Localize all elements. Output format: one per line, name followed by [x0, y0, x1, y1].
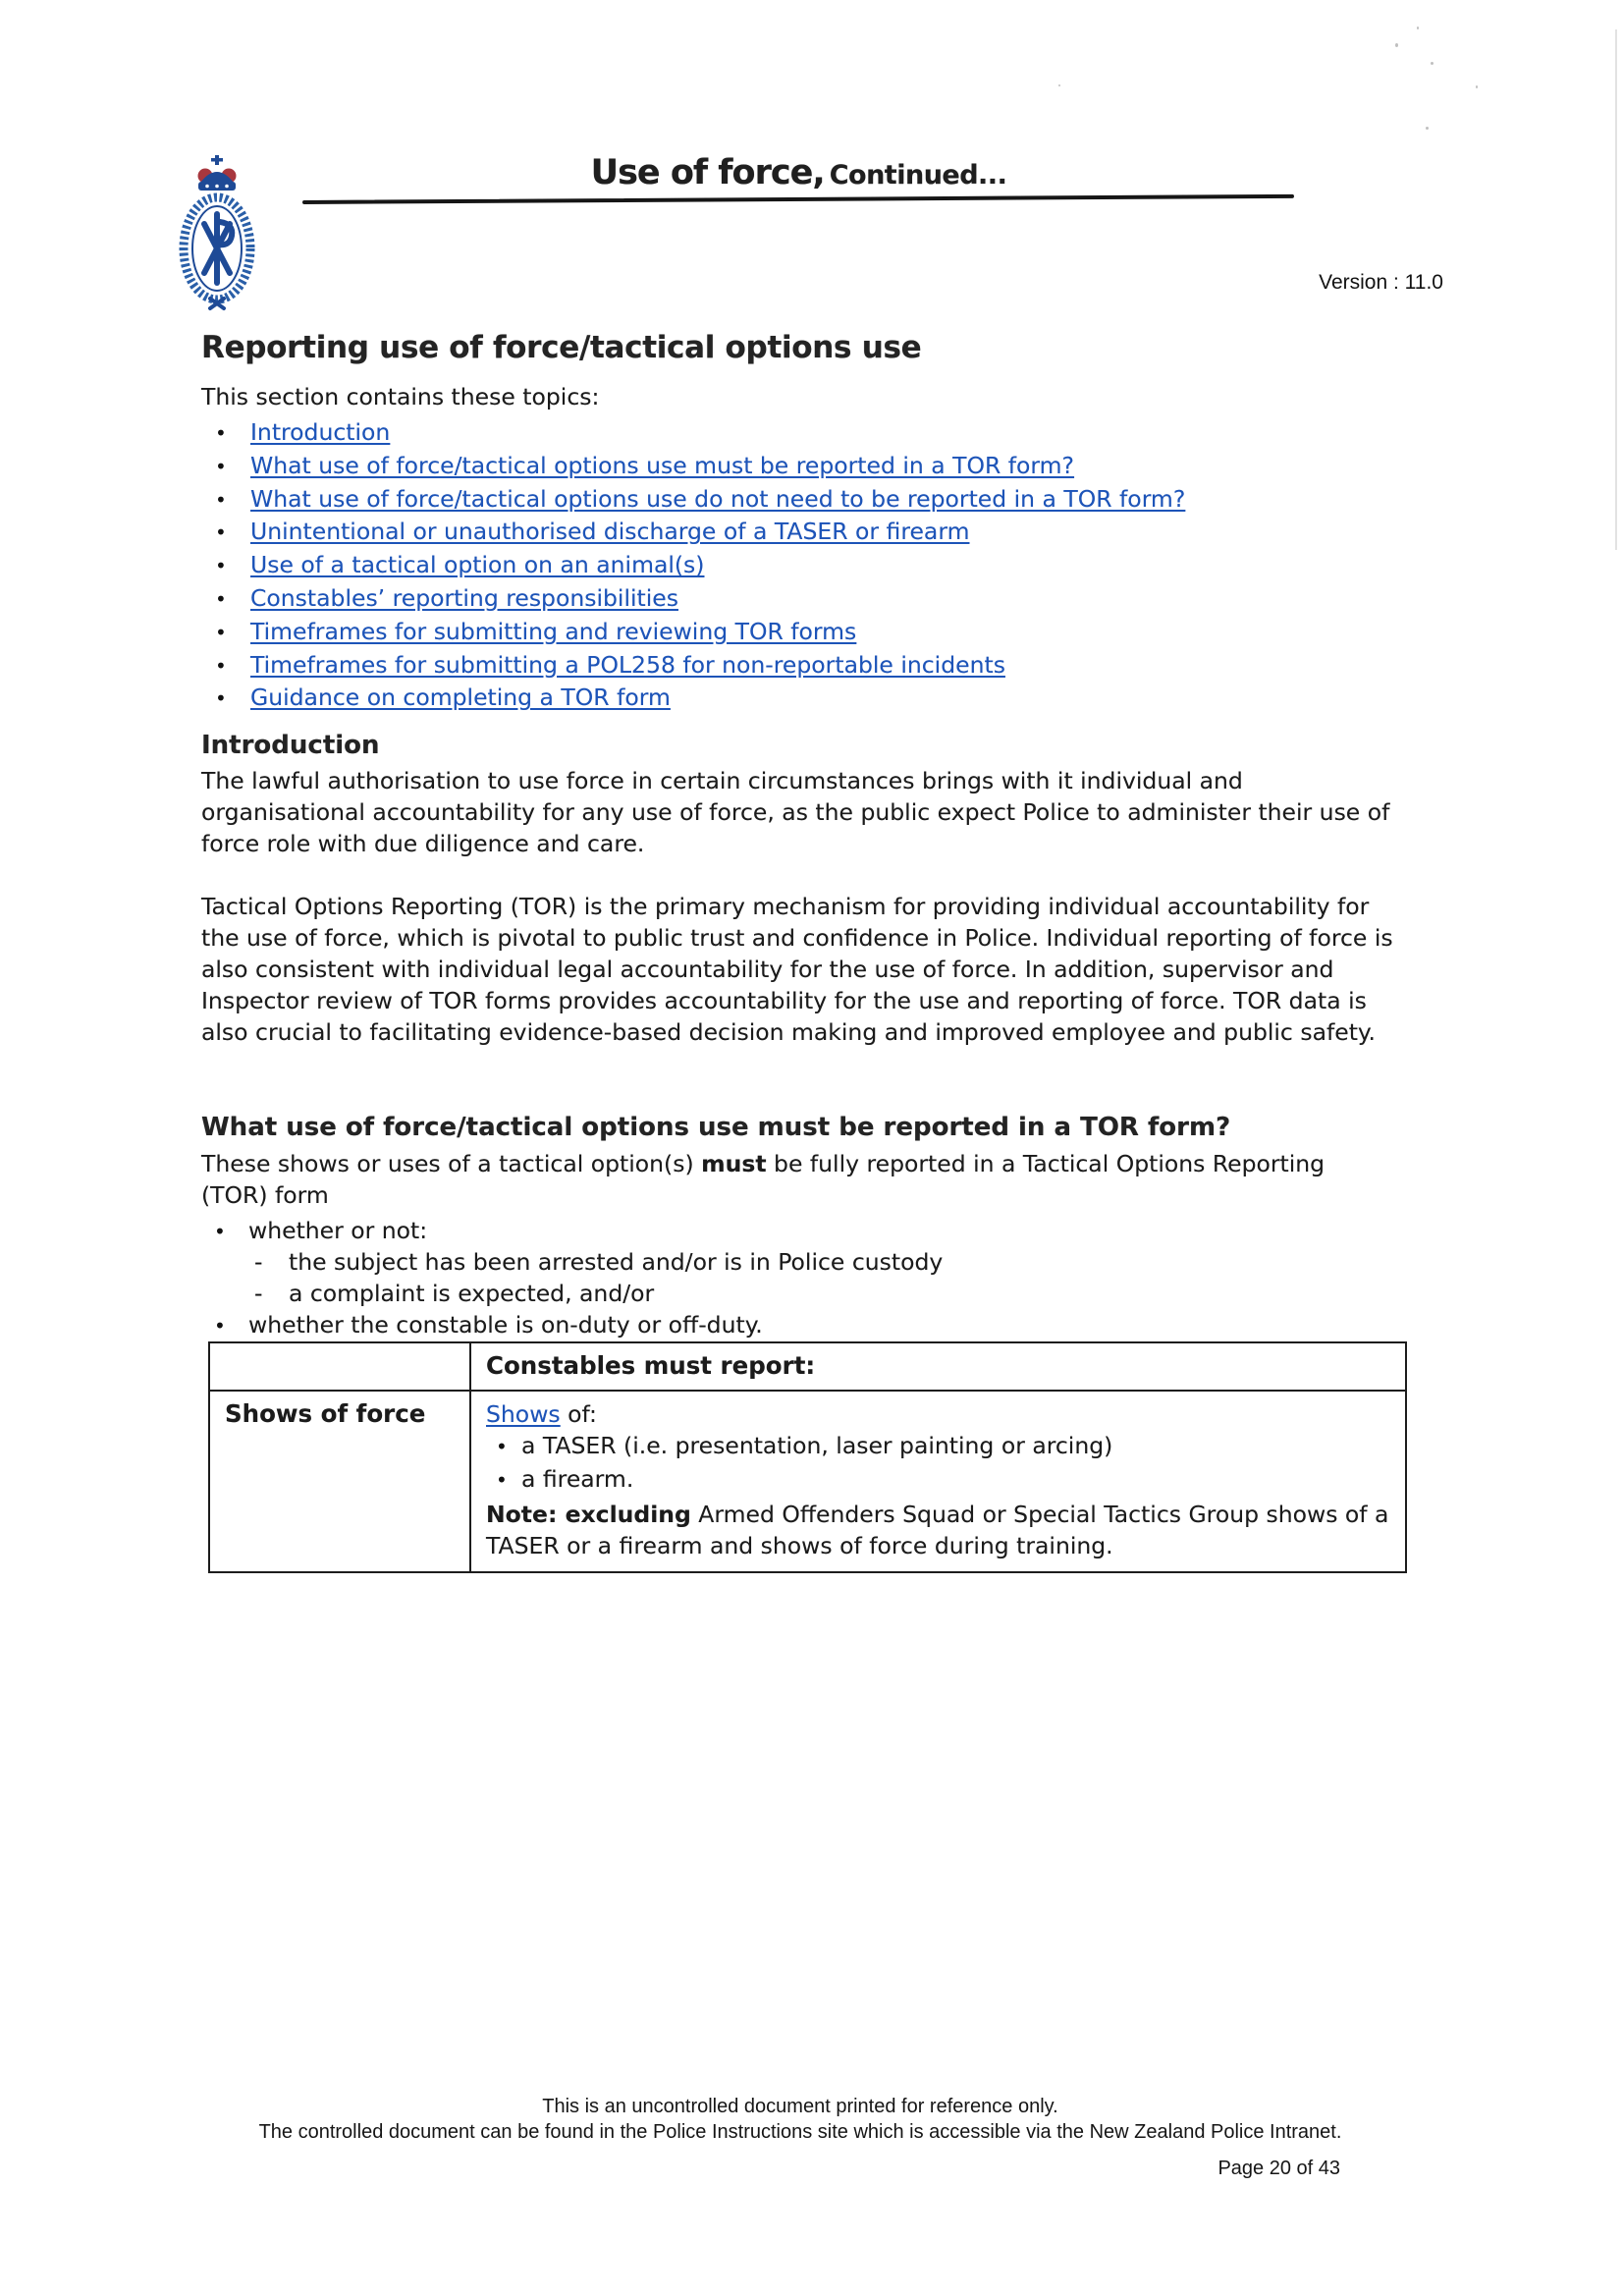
bullet-icon: •: [496, 1435, 508, 1458]
crown-icon: [198, 155, 237, 191]
footer-uncontrolled-line: This is an uncontrolled document printed for reference only.: [542, 2096, 1058, 2117]
tor-section-heading: What use of force/tactical options use must be reported in a TOR form?: [201, 1113, 1231, 1142]
bullet-text: a TASER (i.e. presentation, laser painting or arcing): [521, 1432, 1113, 1459]
note-rest: Armed Offenders Squad or Special Tactics Group shows of a TASER or a firearm and shows of force during training.: [486, 1501, 1389, 1559]
list-item: [254, 1246, 1531, 1278]
topics-list: [215, 416, 1491, 715]
scan-speck: [1426, 127, 1429, 130]
topic-link-timeframes-pol258[interactable]: Timeframes for submitting a POL258 for non-reportable incidents: [250, 650, 1005, 679]
constables-report-table: [208, 1341, 1407, 1573]
footer-controlled-line: The controlled document can be found in the Police Instructions site which is accessible via the New Zealand Police Intranet.: [258, 2121, 1342, 2143]
list-item: [215, 649, 1491, 683]
topics-lead: This section contains these topics:: [201, 383, 600, 410]
tor-lead-post: be fully reported in a Tactical Options Reporting (TOR) form: [201, 1150, 1325, 1209]
list-item: [215, 483, 1491, 517]
crest-icon: [175, 153, 259, 312]
list-item: [486, 1463, 1391, 1497]
list-item: [215, 516, 1491, 549]
bullet-icon: •: [215, 620, 227, 644]
list-item: [254, 1278, 1531, 1309]
tor-lead-paragraph: [201, 1148, 1394, 1211]
scan-speck: [1431, 62, 1434, 65]
table-note: [486, 1499, 1391, 1561]
row-label-shows-of-force: Shows of force: [209, 1391, 470, 1572]
table-header-cell: Constables must report:: [470, 1342, 1406, 1391]
topic-link-constables-responsibilities[interactable]: Constables’ reporting responsibilities: [250, 583, 678, 612]
bullet-icon: •: [215, 454, 227, 478]
scan-edge-artifact: [1615, 29, 1617, 550]
scan-speck: [1476, 85, 1478, 88]
list-item: [215, 682, 1491, 715]
topic-link-introduction[interactable]: Introduction: [250, 418, 391, 446]
table-header-row: [209, 1342, 1406, 1391]
page-header: [304, 153, 1293, 192]
bullet-icon: •: [215, 653, 227, 678]
header-title-continued: Continued...: [829, 160, 1007, 191]
scan-speck: [1058, 84, 1060, 86]
list-item: [214, 1309, 1490, 1341]
shows-link[interactable]: Shows: [486, 1400, 561, 1428]
topic-link-timeframes-tor[interactable]: Timeframes for submitting and reviewing TOR forms: [250, 617, 857, 645]
bullet-text: a firearm.: [521, 1465, 634, 1493]
topic-link-must-be-reported[interactable]: What use of force/tactical options use must be reported in a TOR form?: [250, 451, 1075, 479]
tor-lead-bold: must: [701, 1150, 767, 1177]
page-title: Reporting use of force/tactical options use: [201, 330, 922, 365]
header-rule: [302, 194, 1294, 204]
topic-link-do-not-need[interactable]: What use of force/tactical options use do not need to be reported in a TOR form?: [250, 484, 1186, 513]
bullet-icon: •: [215, 554, 227, 578]
bullet-icon: •: [214, 1314, 226, 1338]
dash-text: the subject has been arrested and/or is in Police custody: [289, 1248, 944, 1276]
topic-link-unintentional-discharge[interactable]: Unintentional or unauthorised discharge of a TASER or firearm: [250, 518, 970, 546]
list-item: [214, 1215, 1490, 1247]
shows-of-line: [486, 1399, 1391, 1430]
bullet-icon: •: [215, 686, 227, 711]
shows-suffix: of:: [560, 1400, 597, 1428]
list-item: [215, 616, 1491, 649]
bullet-icon: •: [215, 586, 227, 611]
list-item: [486, 1430, 1391, 1463]
bullet-text: whether the constable is on-duty or off-duty.: [248, 1311, 763, 1339]
bullet-icon: •: [214, 1220, 226, 1243]
bullet-icon: •: [215, 421, 227, 445]
bullet-text: whether or not:: [248, 1217, 428, 1244]
bullet-icon: •: [496, 1468, 508, 1492]
table-header-empty-cell: [209, 1342, 470, 1391]
dash-icon: -: [254, 1280, 263, 1307]
list-item: [215, 450, 1491, 483]
introduction-paragraph-2: Tactical Options Reporting (TOR) is the primary mechanism for providing individual accountability for the use of force, which is pivotal to public trust and confidence in Police. Individual reporting of force is also consistent with individual legal accountability for the use of force. In addition, supervisor and Inspector review of TOR forms provides accountability for the use and reporting of force. TOR data is also crucial to facilitating evidence-based decision making and improved employee and public safety.: [201, 893, 1393, 1046]
bullet-icon: •: [215, 487, 227, 512]
header-title: Use of force,: [590, 153, 825, 192]
scan-speck: [1417, 27, 1419, 29]
note-bold: Note: excluding: [486, 1501, 691, 1528]
topic-link-animal[interactable]: Use of a tactical option on an animal(s): [250, 551, 705, 579]
dash-icon: -: [254, 1248, 263, 1276]
topic-link-guidance[interactable]: Guidance on completing a TOR form: [250, 683, 671, 712]
scan-speck: [1395, 43, 1398, 47]
list-item: [215, 549, 1491, 582]
dash-text: a complaint is expected, and/or: [289, 1280, 655, 1307]
shows-of-force-cell: [470, 1391, 1406, 1572]
introduction-heading: Introduction: [201, 731, 380, 760]
list-item: [215, 582, 1491, 616]
nz-police-crest-logo: [175, 153, 259, 312]
introduction-paragraph-1: The lawful authorisation to use force in certain circumstances brings with it individual and organisational accountability for any use of force, as the public expect Police to administer their use of force role with due diligence and care.: [201, 767, 1390, 857]
version-label: Version : 11.0: [1319, 271, 1443, 294]
tor-lead-pre: These shows or uses of a tactical option(s): [201, 1150, 702, 1177]
bullet-icon: •: [215, 520, 227, 545]
list-item: [215, 416, 1491, 450]
page-number: Page 20 of 43: [1217, 2158, 1340, 2179]
table-row: [209, 1391, 1406, 1572]
